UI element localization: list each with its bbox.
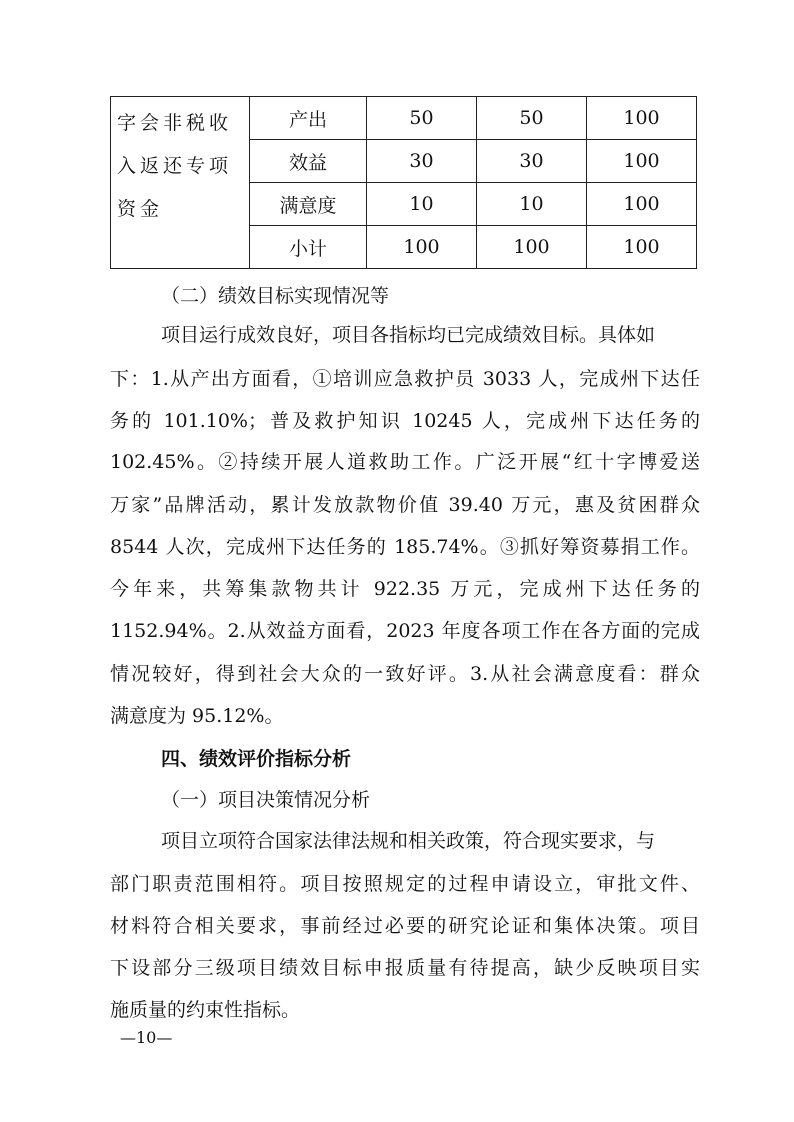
project-name-line: 字会非税收: [117, 112, 233, 134]
category-cell: 小计: [250, 226, 367, 269]
paragraph-line: 项目立项符合国家法律法规和相关政策，符合现实要求，与: [161, 830, 656, 852]
page-number: —10—: [120, 1028, 173, 1047]
value-cell: 100: [587, 226, 697, 269]
paragraph-line: 下设部分三级项目绩效目标申报质量有待提高，缺少反映项目实: [110, 957, 700, 979]
value-cell: 30: [477, 140, 587, 183]
category-cell: 产出: [250, 97, 367, 140]
paragraph-line: 万家”品牌活动，累计发放款物价值 39.40 万元，惠及贫困群众: [110, 494, 700, 516]
paragraph-line: 8544 人次，完成州下达任务的 185.74%。③抓好筹资募捐工作。: [110, 536, 700, 558]
paragraph-line: 下：1.从产出方面看，①培训应急救护员 3033 人，完成州下达任: [110, 368, 700, 390]
paragraph-line: 1152.94%。2.从效益方面看，2023 年度各项工作在各方面的完成: [110, 620, 700, 642]
value-cell: 100: [587, 97, 697, 140]
value-cell: 10: [477, 183, 587, 226]
value-cell: 100: [367, 226, 477, 269]
paragraph-line: 102.45%。②持续开展人道救助工作。广泛开展“红十字博爱送: [110, 451, 700, 473]
value-cell: 10: [367, 183, 477, 226]
paragraph-line: 满意度为 95.12%。: [110, 705, 284, 727]
table-row: [111, 97, 697, 140]
paragraph-line: 部门职责范围相符。项目按照规定的过程申请设立，审批文件、: [110, 873, 700, 895]
value-cell: 100: [587, 183, 697, 226]
category-cell: 效益: [250, 140, 367, 183]
value-cell: 100: [477, 226, 587, 269]
value-cell: 30: [367, 140, 477, 183]
paragraph-line: 施质量的约束性指标。: [110, 999, 301, 1021]
paragraph-line: 务的 101.10%；普及救护知识 10245 人，完成州下达任务的: [110, 410, 700, 432]
section-heading: 四、绩效评价指标分析: [161, 748, 352, 770]
project-name-cell: [111, 97, 250, 269]
value-cell: 50: [477, 97, 587, 140]
project-name-line: 资金: [117, 198, 164, 220]
paragraph-line: 情况较好，得到社会大众的一致好评。3.从社会满意度看：群众: [110, 663, 700, 685]
paragraph-line: 今年来，共筹集款物共计 922.35 万元，完成州下达任务的: [110, 578, 700, 600]
paragraph-line: 项目运行成效良好，项目各指标均已完成绩效目标。具体如: [161, 324, 656, 346]
subsection-heading: （一）项目决策情况分析: [161, 789, 371, 811]
value-cell: 100: [587, 140, 697, 183]
category-cell: 满意度: [250, 183, 367, 226]
value-cell: 50: [367, 97, 477, 140]
section-heading: （二）绩效目标实现情况等: [161, 285, 390, 307]
performance-table: [110, 96, 697, 269]
paragraph-line: 材料符合相关要求，事前经过必要的研究论证和集体决策。项目: [110, 915, 700, 937]
project-name-line: 入返还专项: [117, 155, 233, 177]
